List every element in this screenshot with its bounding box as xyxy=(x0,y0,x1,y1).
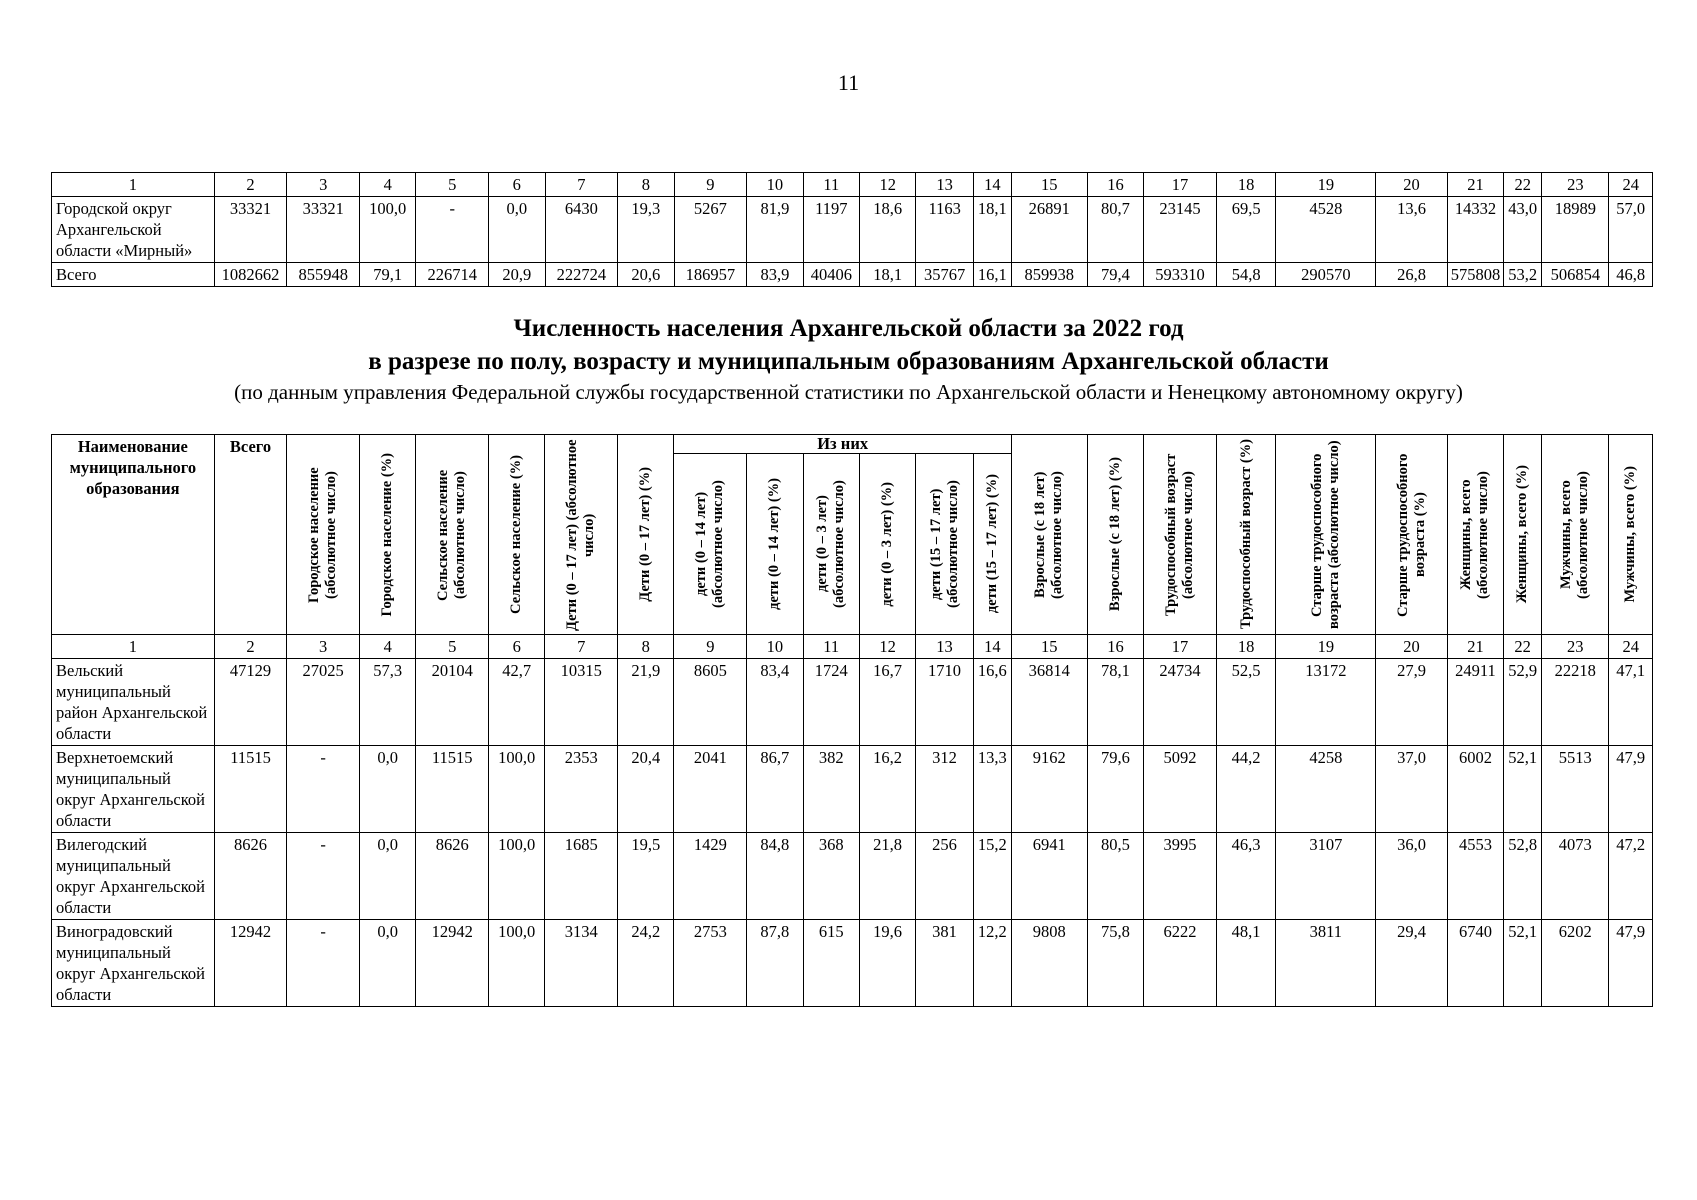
value-cell: 1429 xyxy=(674,833,747,920)
column-number-cell: 13 xyxy=(916,173,973,197)
column-number-cell: 17 xyxy=(1144,635,1217,659)
value-cell: 21,9 xyxy=(618,659,674,746)
column-number-cell: 18 xyxy=(1216,635,1276,659)
value-cell: 18,1 xyxy=(860,263,916,287)
value-cell: 35767 xyxy=(916,263,973,287)
value-cell: 226714 xyxy=(416,263,489,287)
header-column-cell xyxy=(618,435,674,635)
value-cell: 44,2 xyxy=(1216,746,1276,833)
header-column-cell xyxy=(1504,435,1542,635)
value-cell: 3995 xyxy=(1144,833,1217,920)
header-column-label: дети (0 – 3 лет) (абсолютное число) xyxy=(814,480,848,608)
value-cell: 256 xyxy=(916,833,973,920)
column-number-cell: 22 xyxy=(1504,635,1542,659)
column-number-cell: 1 xyxy=(52,635,215,659)
column-number-cell: 2 xyxy=(214,173,287,197)
header-column-label: Взрослые (с 18 лет) (%) xyxy=(1106,457,1123,612)
column-number-cell: 13 xyxy=(916,635,973,659)
column-number-cell: 3 xyxy=(287,635,360,659)
value-cell: 0,0 xyxy=(360,920,416,1007)
header-column-label: дети (0 – 14 лет) (%) xyxy=(766,478,783,610)
value-cell: 6222 xyxy=(1144,920,1217,1007)
value-cell: 75,8 xyxy=(1087,920,1143,1007)
value-cell: 2041 xyxy=(674,746,747,833)
value-cell: 506854 xyxy=(1542,263,1609,287)
value-cell: 27025 xyxy=(287,659,360,746)
header-column-label: дети (0 – 14 лет) (абсолютное число) xyxy=(693,480,727,608)
value-cell: 12942 xyxy=(214,920,287,1007)
value-cell: 37,0 xyxy=(1376,746,1448,833)
page-number: 11 xyxy=(837,70,860,95)
header-column-label: Трудоспособный возраст (%) xyxy=(1237,439,1254,630)
header-column-label: Дети (0 – 17 лет) (абсолютное число) xyxy=(564,438,598,631)
municipality-name-cell: Виноградовский муниципальный округ Архангельской области xyxy=(52,920,215,1007)
value-cell: 54,8 xyxy=(1216,263,1276,287)
header-column-cell xyxy=(1276,435,1376,635)
value-cell: 859938 xyxy=(1011,263,1087,287)
header-column-label: дети (0 – 3 лет) (%) xyxy=(879,481,896,607)
value-cell: 20104 xyxy=(416,659,489,746)
municipality-name-cell: Всего xyxy=(52,263,215,287)
column-number-cell: 4 xyxy=(360,635,416,659)
value-cell: 52,9 xyxy=(1504,659,1542,746)
value-cell: 57,3 xyxy=(360,659,416,746)
header-column-cell xyxy=(1011,435,1087,635)
value-cell: 18,1 xyxy=(973,197,1011,263)
value-cell: - xyxy=(287,833,360,920)
header-column-cell xyxy=(1087,435,1143,635)
value-cell: 1197 xyxy=(803,197,859,263)
value-cell: 1710 xyxy=(916,659,973,746)
value-cell: 81,9 xyxy=(747,197,803,263)
value-cell: 10315 xyxy=(545,659,618,746)
column-number-cell: 2 xyxy=(214,635,287,659)
value-cell: 6941 xyxy=(1011,833,1087,920)
column-number-cell: 24 xyxy=(1609,635,1653,659)
value-cell: 47,1 xyxy=(1609,659,1653,746)
column-number-cell: 12 xyxy=(859,635,915,659)
column-number-cell: 11 xyxy=(803,173,859,197)
header-row xyxy=(52,435,1653,454)
column-number-cell: 7 xyxy=(545,635,618,659)
header-column-label: Старше трудоспособного возраста (абсолютное число) xyxy=(1308,440,1342,629)
header-column-label: Городское население (абсолютное число) xyxy=(306,466,340,603)
value-cell: - xyxy=(287,920,360,1007)
value-cell: 33321 xyxy=(287,197,360,263)
column-number-cell: 6 xyxy=(489,173,545,197)
value-cell: 4258 xyxy=(1276,746,1376,833)
header-column-label: Трудоспособный возраст (абсолютное число) xyxy=(1162,453,1196,616)
value-cell: 1082662 xyxy=(214,263,287,287)
value-cell: 6202 xyxy=(1542,920,1609,1007)
column-number-cell: 4 xyxy=(360,173,416,197)
value-cell: 381 xyxy=(916,920,973,1007)
value-cell: 42,7 xyxy=(489,659,545,746)
header-name-cell: Наименование муниципального образования xyxy=(52,435,215,635)
value-cell: 27,9 xyxy=(1376,659,1448,746)
value-cell: 4528 xyxy=(1276,197,1376,263)
table-row xyxy=(52,197,1653,263)
column-number-cell: 15 xyxy=(1011,635,1087,659)
value-cell: 3107 xyxy=(1276,833,1376,920)
value-cell: 4553 xyxy=(1447,833,1503,920)
header-column-cell xyxy=(416,435,489,635)
value-cell: 19,3 xyxy=(618,197,674,263)
value-cell: 13172 xyxy=(1276,659,1376,746)
value-cell: 100,0 xyxy=(360,197,416,263)
column-number-cell: 6 xyxy=(489,635,545,659)
value-cell: 368 xyxy=(803,833,859,920)
value-cell: 18989 xyxy=(1542,197,1609,263)
column-number-row xyxy=(52,635,1653,659)
population-table xyxy=(51,434,1653,1007)
value-cell: 15,2 xyxy=(973,833,1011,920)
value-cell: 11515 xyxy=(214,746,287,833)
column-number-cell: 12 xyxy=(860,173,916,197)
column-number-cell: 10 xyxy=(747,635,803,659)
value-cell: 290570 xyxy=(1276,263,1376,287)
value-cell: 87,8 xyxy=(747,920,803,1007)
value-cell: 0,0 xyxy=(360,833,416,920)
header-column-cell xyxy=(1542,435,1609,635)
table-row xyxy=(52,263,1653,287)
municipality-name-cell: Вилегодский муниципальный округ Архангельской области xyxy=(52,833,215,920)
column-number-cell: 15 xyxy=(1011,173,1087,197)
value-cell: 8605 xyxy=(674,659,747,746)
column-number-cell: 8 xyxy=(618,635,674,659)
value-cell: 36814 xyxy=(1011,659,1087,746)
value-cell: 47,9 xyxy=(1609,920,1653,1007)
value-cell: 222724 xyxy=(545,263,618,287)
header-column-label: Сельское население (%) xyxy=(508,455,525,614)
value-cell: 83,9 xyxy=(747,263,803,287)
column-number-cell: 11 xyxy=(803,635,859,659)
header-column-cell xyxy=(803,454,859,635)
value-cell: 80,5 xyxy=(1087,833,1143,920)
column-number-cell: 16 xyxy=(1087,635,1143,659)
column-number-cell: 7 xyxy=(545,173,618,197)
table-row xyxy=(52,833,1653,920)
column-number-cell: 21 xyxy=(1447,173,1503,197)
value-cell: 3134 xyxy=(545,920,618,1007)
value-cell: 47129 xyxy=(214,659,287,746)
table-title-block xyxy=(0,312,1697,406)
value-cell: 19,5 xyxy=(618,833,674,920)
header-total-cell: Всего xyxy=(214,435,287,635)
header-column-cell xyxy=(747,454,803,635)
value-cell: 18,6 xyxy=(860,197,916,263)
value-cell: 13,3 xyxy=(973,746,1011,833)
value-cell: 2753 xyxy=(674,920,747,1007)
header-column-label: Дети (0 – 17 лет) (%) xyxy=(637,467,654,602)
value-cell: 52,1 xyxy=(1504,920,1542,1007)
column-number-cell: 19 xyxy=(1276,173,1376,197)
header-column-label: Женщины, всего (абсолютное число) xyxy=(1458,470,1492,599)
value-cell: 575808 xyxy=(1447,263,1503,287)
column-number-cell: 14 xyxy=(973,173,1011,197)
value-cell: 6740 xyxy=(1447,920,1503,1007)
column-number-cell: 17 xyxy=(1144,173,1217,197)
header-column-cell xyxy=(1376,435,1448,635)
column-number-cell: 10 xyxy=(747,173,803,197)
column-number-cell: 23 xyxy=(1542,635,1609,659)
value-cell: 1685 xyxy=(545,833,618,920)
value-cell: - xyxy=(416,197,489,263)
header-column-label: Городское население (%) xyxy=(379,452,396,617)
value-cell: 12,2 xyxy=(973,920,1011,1007)
header-column-cell xyxy=(287,435,360,635)
value-cell: 615 xyxy=(803,920,859,1007)
value-cell: 5267 xyxy=(674,197,747,263)
value-cell: 79,4 xyxy=(1087,263,1143,287)
value-cell: 5513 xyxy=(1542,746,1609,833)
value-cell: 16,1 xyxy=(973,263,1011,287)
column-number-row xyxy=(52,173,1653,197)
header-column-cell xyxy=(674,454,747,635)
value-cell: 79,1 xyxy=(360,263,416,287)
table-row xyxy=(52,746,1653,833)
value-cell: 57,0 xyxy=(1609,197,1653,263)
value-cell: 19,6 xyxy=(859,920,915,1007)
value-cell: 22218 xyxy=(1542,659,1609,746)
value-cell: 83,4 xyxy=(747,659,803,746)
value-cell: 78,1 xyxy=(1087,659,1143,746)
value-cell: 24734 xyxy=(1144,659,1217,746)
value-cell: - xyxy=(287,746,360,833)
header-column-label: Мужчины, всего (абсолютное число) xyxy=(1558,470,1592,599)
value-cell: 9808 xyxy=(1011,920,1087,1007)
municipality-name-cell: Городской округ Архангельской области «Мирный» xyxy=(52,197,215,263)
header-column-cell xyxy=(545,435,618,635)
value-cell: 48,1 xyxy=(1216,920,1276,1007)
value-cell: 36,0 xyxy=(1376,833,1448,920)
municipality-name-cell: Верхнетоемский муниципальный округ Архангельской области xyxy=(52,746,215,833)
table-row xyxy=(52,920,1653,1007)
value-cell: 20,9 xyxy=(489,263,545,287)
value-cell: 29,4 xyxy=(1376,920,1448,1007)
value-cell: 6002 xyxy=(1447,746,1503,833)
value-cell: 2353 xyxy=(545,746,618,833)
column-number-cell: 20 xyxy=(1376,173,1448,197)
header-column-label: Взрослые (с 18 лет) (абсолютное число) xyxy=(1032,470,1066,599)
value-cell: 80,7 xyxy=(1087,197,1143,263)
value-cell: 100,0 xyxy=(489,920,545,1007)
column-number-cell: 21 xyxy=(1447,635,1503,659)
header-column-label: Женщины, всего (%) xyxy=(1514,465,1531,604)
value-cell: 1163 xyxy=(916,197,973,263)
column-number-cell: 16 xyxy=(1087,173,1143,197)
value-cell: 52,5 xyxy=(1216,659,1276,746)
header-column-cell xyxy=(859,454,915,635)
value-cell: 9162 xyxy=(1011,746,1087,833)
column-number-cell: 24 xyxy=(1609,173,1653,197)
value-cell: 0,0 xyxy=(489,197,545,263)
value-cell: 382 xyxy=(803,746,859,833)
value-cell: 23145 xyxy=(1144,197,1217,263)
value-cell: 46,3 xyxy=(1216,833,1276,920)
column-number-cell: 23 xyxy=(1542,173,1609,197)
table-title: Численность населения Архангельской области за 2022 год xyxy=(513,315,1184,342)
table-source-note: (по данным управления Федеральной службы государственной статистики по Архангельской области и Ненецкому автономному округу) xyxy=(234,380,1463,404)
value-cell: 20,4 xyxy=(618,746,674,833)
value-cell: 24,2 xyxy=(618,920,674,1007)
table-subtitle: в разрезе по полу, возрасту и муниципальным образованиям Архангельской области xyxy=(368,348,1329,375)
value-cell: 4073 xyxy=(1542,833,1609,920)
header-column-label: дети (15 – 17 лет) (абсолютное число) xyxy=(927,480,961,608)
header-column-cell xyxy=(1447,435,1503,635)
header-column-cell xyxy=(1609,435,1653,635)
value-cell: 6430 xyxy=(545,197,618,263)
value-cell: 12942 xyxy=(416,920,489,1007)
value-cell: 100,0 xyxy=(489,746,545,833)
value-cell: 84,8 xyxy=(747,833,803,920)
header-column-label: Сельское население (абсолютное число) xyxy=(435,468,469,601)
column-number-cell: 9 xyxy=(674,635,747,659)
value-cell: 46,8 xyxy=(1609,263,1653,287)
header-column-label: Мужчины, всего (%) xyxy=(1622,466,1639,603)
header-column-cell xyxy=(489,435,545,635)
value-cell: 16,7 xyxy=(859,659,915,746)
value-cell: 47,9 xyxy=(1609,746,1653,833)
header-column-label: Старше трудоспособного возраста (%) xyxy=(1394,452,1428,617)
value-cell: 47,2 xyxy=(1609,833,1653,920)
value-cell: 593310 xyxy=(1144,263,1217,287)
value-cell: 0,0 xyxy=(360,746,416,833)
value-cell: 69,5 xyxy=(1216,197,1276,263)
column-number-cell: 5 xyxy=(416,173,489,197)
value-cell: 24911 xyxy=(1447,659,1503,746)
column-number-cell: 5 xyxy=(416,635,489,659)
value-cell: 16,6 xyxy=(973,659,1011,746)
value-cell: 20,6 xyxy=(618,263,674,287)
column-number-cell: 9 xyxy=(674,173,747,197)
value-cell: 43,0 xyxy=(1504,197,1542,263)
header-column-cell xyxy=(1144,435,1217,635)
column-number-cell: 14 xyxy=(973,635,1011,659)
value-cell: 26,8 xyxy=(1376,263,1448,287)
value-cell: 16,2 xyxy=(859,746,915,833)
value-cell: 8626 xyxy=(416,833,489,920)
value-cell: 13,6 xyxy=(1376,197,1448,263)
value-cell: 14332 xyxy=(1447,197,1503,263)
value-cell: 100,0 xyxy=(489,833,545,920)
value-cell: 79,6 xyxy=(1087,746,1143,833)
value-cell: 86,7 xyxy=(747,746,803,833)
header-group-of-them: Из них xyxy=(674,435,1011,454)
value-cell: 53,2 xyxy=(1504,263,1542,287)
value-cell: 52,8 xyxy=(1504,833,1542,920)
header-column-label: дети (15 – 17 лет) (%) xyxy=(983,474,1000,614)
column-number-cell: 8 xyxy=(618,173,674,197)
value-cell: 33321 xyxy=(214,197,287,263)
value-cell: 312 xyxy=(916,746,973,833)
municipality-name-cell: Вельский муниципальный район Архангельской области xyxy=(52,659,215,746)
value-cell: 1724 xyxy=(803,659,859,746)
header-column-cell xyxy=(916,454,973,635)
column-number-cell: 20 xyxy=(1376,635,1448,659)
header-column-cell xyxy=(360,435,416,635)
continuation-table xyxy=(51,172,1653,287)
column-number-cell: 22 xyxy=(1504,173,1542,197)
value-cell: 855948 xyxy=(287,263,360,287)
value-cell: 5092 xyxy=(1144,746,1217,833)
column-number-cell: 1 xyxy=(52,173,215,197)
value-cell: 21,8 xyxy=(859,833,915,920)
value-cell: 26891 xyxy=(1011,197,1087,263)
value-cell: 8626 xyxy=(214,833,287,920)
column-number-cell: 3 xyxy=(287,173,360,197)
value-cell: 40406 xyxy=(803,263,859,287)
value-cell: 11515 xyxy=(416,746,489,833)
header-column-cell xyxy=(1216,435,1276,635)
table-row xyxy=(52,659,1653,746)
column-number-cell: 19 xyxy=(1276,635,1376,659)
value-cell: 3811 xyxy=(1276,920,1376,1007)
column-number-cell: 18 xyxy=(1216,173,1276,197)
value-cell: 186957 xyxy=(674,263,747,287)
header-column-cell xyxy=(973,454,1011,635)
value-cell: 52,1 xyxy=(1504,746,1542,833)
